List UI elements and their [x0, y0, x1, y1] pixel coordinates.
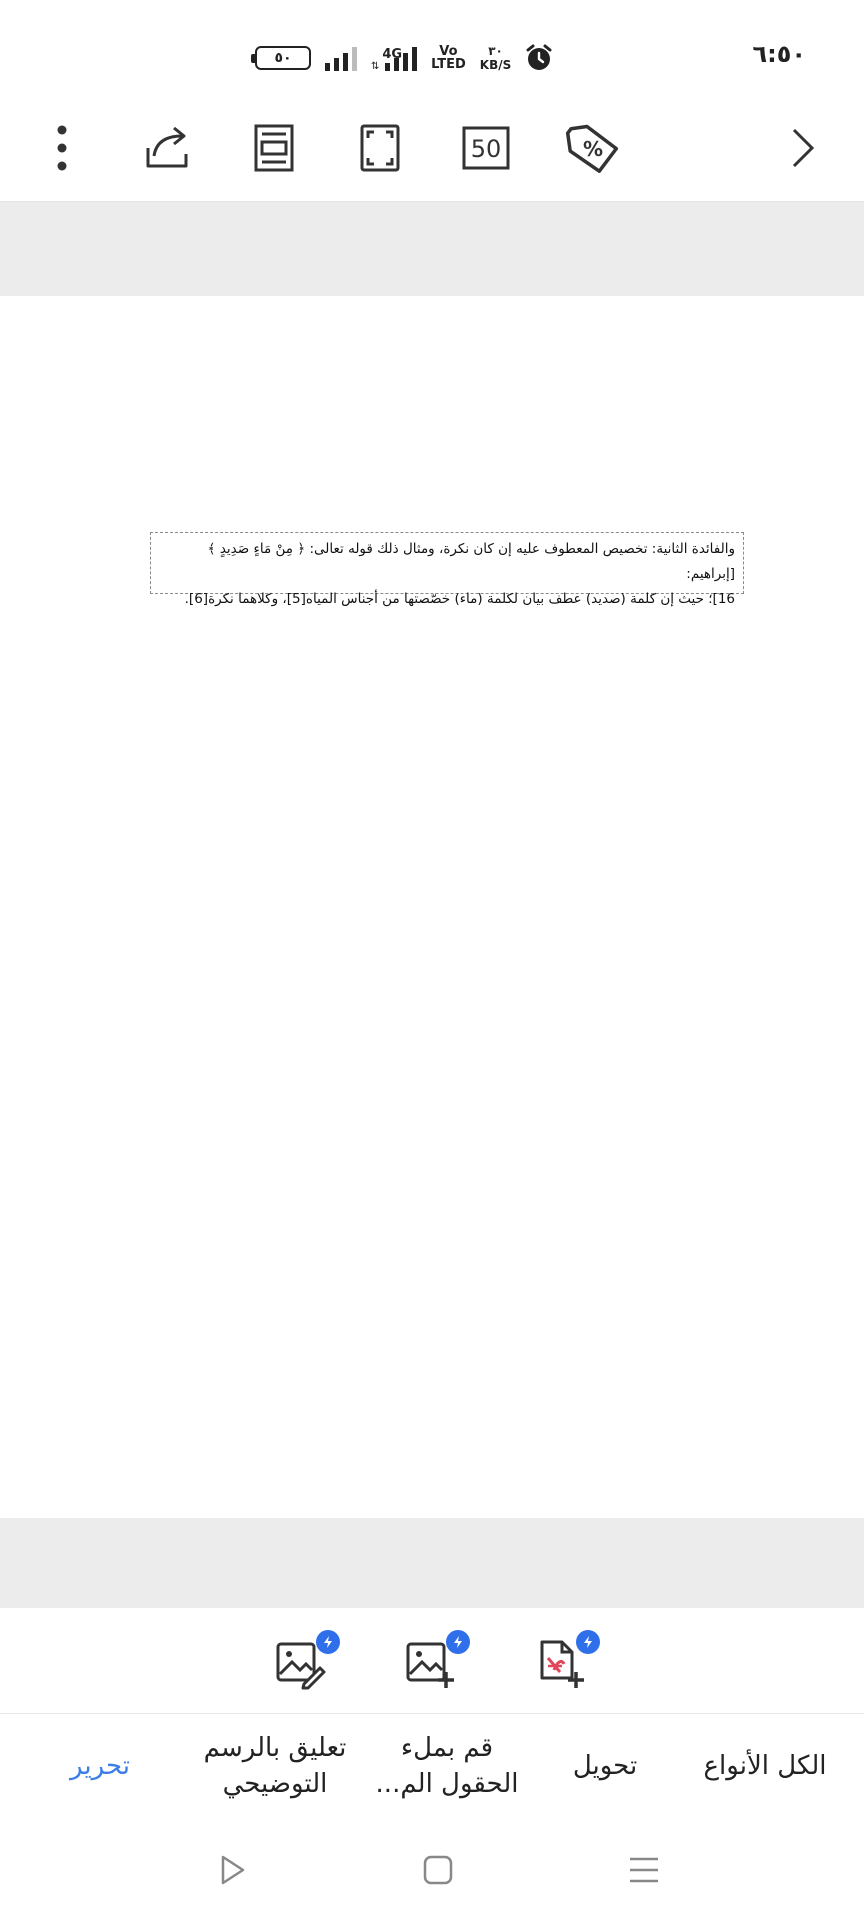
page-number-icon[interactable] — [454, 116, 518, 180]
image-edit-icon[interactable] — [274, 1630, 334, 1690]
network-speed: ٣٠ KB/S — [479, 44, 512, 72]
image-add-icon[interactable] — [404, 1630, 464, 1690]
lightning-icon — [576, 1630, 600, 1654]
signal-1-icon — [325, 45, 357, 71]
network-type: 4G — [382, 47, 403, 62]
home-square-icon[interactable] — [416, 1848, 460, 1892]
battery-level: ٥٠ — [274, 50, 292, 66]
chevron-right-icon[interactable] — [770, 116, 834, 180]
status-icons — [255, 38, 553, 78]
tab-fill-fields[interactable]: قم بملء الحقول الم... — [375, 1733, 519, 1799]
alarm-icon — [525, 44, 553, 72]
tab-convert[interactable]: تحويل — [572, 1751, 638, 1781]
pdf-add-icon[interactable] — [534, 1630, 594, 1690]
share-icon[interactable] — [136, 116, 200, 180]
battery-icon — [255, 46, 311, 70]
document-text-box[interactable] — [150, 532, 744, 607]
document-margin-top — [0, 202, 864, 296]
clock: ٦:٥٠ — [752, 40, 806, 68]
document-page[interactable] — [0, 296, 864, 1518]
more-vert-icon[interactable] — [30, 116, 94, 180]
tab-annotate[interactable]: تعليق بالرسم التوضيحي — [203, 1733, 347, 1799]
lightning-icon — [316, 1630, 340, 1654]
signal-2-icon: ⇅ 4G — [371, 45, 417, 71]
page-layout-icon[interactable] — [242, 116, 306, 180]
tool-strip — [0, 1608, 864, 1714]
fullscreen-icon[interactable] — [348, 116, 412, 180]
document-text-line-1: والفائدة الثانية: تخصيص المعطوف عليه إن كان نكرة، ومثال ذلك قوله تعالى: ﴿ مِنْ مَاءٍ صَدِيدٍ ﴾ [إبراهيم: — [207, 541, 735, 582]
document-margin-bottom — [0, 1518, 864, 1608]
navigation-bar — [0, 1818, 864, 1920]
tab-edit[interactable]: تحرير — [70, 1751, 130, 1781]
bottom-tabs — [0, 1714, 864, 1818]
volte-icon: Vo LTED — [431, 44, 466, 72]
discount-tag-icon[interactable] — [560, 116, 624, 180]
tab-all-types[interactable]: الكل الأنواع — [703, 1751, 827, 1781]
recents-menu-icon[interactable] — [622, 1848, 666, 1892]
lightning-icon — [446, 1630, 470, 1654]
toolbar — [0, 96, 864, 202]
page-count: 50 — [470, 135, 502, 163]
document-text-line-2: 16]؛ حيث إن كلمة (صديد) عطف بيان لكلمة (ماء) خصّصتها من أجناس المياه[5]، وكلاهما نكرة[6]. — [184, 591, 735, 607]
status-bar — [0, 0, 864, 96]
back-triangle-icon[interactable] — [210, 1848, 254, 1892]
svg-text:%: % — [582, 137, 604, 161]
